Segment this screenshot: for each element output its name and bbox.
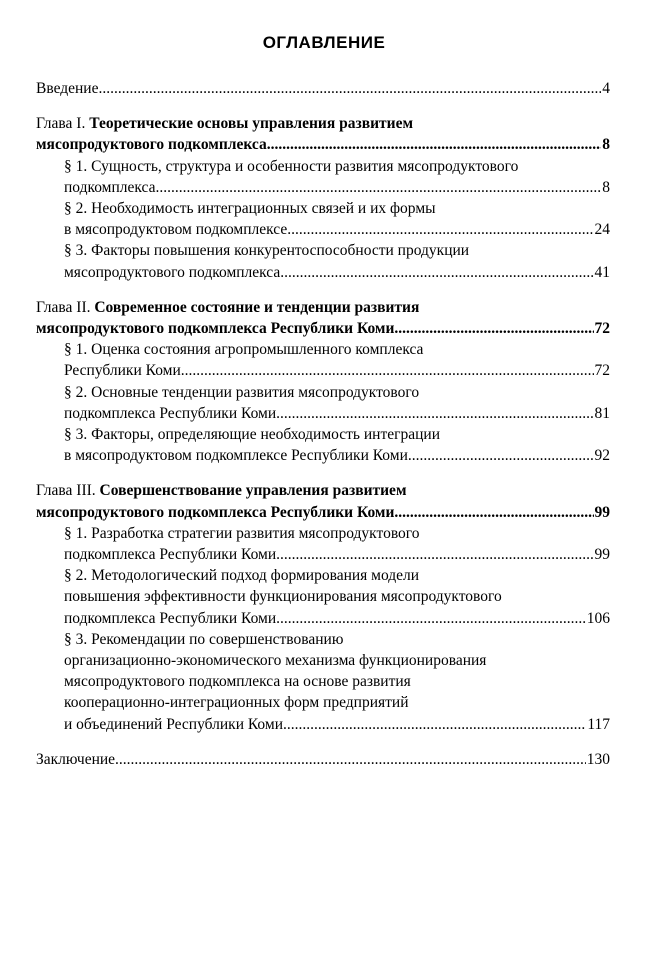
leader-dots xyxy=(276,544,593,565)
section-title: мясопродуктового подкомплекса на основе развития xyxy=(64,673,411,691)
leader-dots xyxy=(267,134,602,155)
page-number: 81 xyxy=(594,404,610,422)
toc-section[interactable] xyxy=(36,198,610,240)
leader-dots xyxy=(98,78,601,99)
leader-dots xyxy=(276,608,586,629)
leader-dots xyxy=(283,714,586,735)
page-title: ОГЛАВЛЕНИЕ xyxy=(262,33,386,52)
chapter-label: Глава III. xyxy=(36,482,96,500)
section-title: и объединений Республики Коми xyxy=(64,715,283,733)
toc-section[interactable] xyxy=(36,156,610,198)
section-title: в мясопродуктовом подкомплексе xyxy=(64,221,288,239)
leader-dots xyxy=(181,360,594,381)
page-number: 99 xyxy=(594,546,610,564)
chapter-title: мясопродуктового подкомплекса Республики Коми xyxy=(36,320,395,338)
page-number: 92 xyxy=(594,447,610,465)
section-title: § 3. Рекомендации по совершенствованию xyxy=(64,630,344,648)
section-title: § 3. Факторы, определяющие необходимость интеграции xyxy=(64,426,440,444)
chapter-heading-line[interactable] xyxy=(36,480,610,501)
section-title: § 2. Необходимость интеграционных связей и их формы xyxy=(64,200,436,218)
chapter-heading-line[interactable] xyxy=(36,134,610,155)
page-number: 130 xyxy=(586,750,610,768)
table-of-contents xyxy=(36,78,610,770)
section-title: подкомплекса Республики Коми xyxy=(64,609,277,627)
leader-dots xyxy=(408,445,594,466)
entry-label: Введение xyxy=(36,80,99,97)
section-title: § 1. Сущность, структура и особенности развития мясопродуктового xyxy=(64,157,519,175)
page-number: 4 xyxy=(602,80,610,97)
section-title: § 1. Разработка стратегии развития мясопродуктового xyxy=(64,524,420,542)
leader-dots xyxy=(276,403,593,424)
section-title: § 1. Оценка состояния агропромышленного комплекса xyxy=(64,341,424,359)
page-number: 117 xyxy=(587,715,610,733)
chapter-heading-line[interactable] xyxy=(36,113,610,134)
section-title: подкомплекса Республики Коми xyxy=(64,404,277,422)
section-title: подкомплекса Республики Коми xyxy=(64,546,277,564)
chapter-title: мясопродуктового подкомплекса xyxy=(36,136,267,154)
section-title: § 3. Факторы повышения конкурентоспособности продукции xyxy=(64,242,470,260)
toc-entry-conclusion[interactable] xyxy=(36,749,610,770)
chapter-heading-line[interactable] xyxy=(36,297,610,318)
page-number: 41 xyxy=(594,263,610,281)
toc-section[interactable] xyxy=(36,523,610,565)
leader-dots xyxy=(115,749,586,770)
leader-dots xyxy=(287,219,593,240)
chapter-heading-line[interactable] xyxy=(36,318,610,339)
page-number: 24 xyxy=(594,221,610,239)
chapter-title: Современное состояние и тенденции развития xyxy=(94,298,420,316)
section-title: Республики Коми xyxy=(64,362,181,380)
entry-label: Заключение xyxy=(36,750,116,768)
chapter-title: мясопродуктового подкомплекса Республики Коми xyxy=(36,503,395,521)
toc-section[interactable] xyxy=(36,382,610,424)
leader-dots xyxy=(394,502,593,523)
leader-dots xyxy=(156,177,602,198)
toc-section[interactable] xyxy=(36,629,610,735)
toc-section[interactable] xyxy=(36,240,610,282)
page-number: 8 xyxy=(602,178,610,196)
page-number: 106 xyxy=(586,609,610,627)
section-title: в мясопродуктовом подкомплексе Республики Коми xyxy=(64,447,408,465)
page-number: 72 xyxy=(594,362,610,380)
section-title: § 2. Методологический подход формирования модели xyxy=(64,567,420,585)
toc-entry-introduction[interactable] xyxy=(36,78,610,99)
section-title: мясопродуктового подкомплекса xyxy=(64,263,281,281)
page-number: 99 xyxy=(594,503,610,521)
section-title: повышения эффективности функционирования мясопродуктового xyxy=(64,588,502,606)
chapter-label: Глава II. xyxy=(36,298,91,316)
toc-section[interactable] xyxy=(36,424,610,466)
toc-chapter-2 xyxy=(36,297,610,467)
section-title: подкомплекса xyxy=(64,178,156,196)
chapter-heading-line[interactable] xyxy=(36,502,610,523)
chapter-title: Теоретические основы управления развитием xyxy=(89,115,414,133)
section-title: организационно-экономического механизма функционирования xyxy=(64,652,487,670)
leader-dots xyxy=(280,262,593,283)
page-number: 8 xyxy=(602,136,610,154)
toc-chapter-3 xyxy=(36,480,610,734)
toc-section[interactable] xyxy=(36,565,610,629)
section-title: § 2. Основные тенденции развития мясопродуктового xyxy=(64,383,420,401)
toc-section[interactable] xyxy=(36,339,610,381)
chapter-label: Глава I. xyxy=(36,115,86,133)
section-title: кооперационно-интеграционных форм предприятий xyxy=(64,694,409,712)
page-number: 72 xyxy=(594,320,610,338)
chapter-title: Совершенствование управления развитием xyxy=(99,482,407,500)
leader-dots xyxy=(394,318,593,339)
toc-chapter-1 xyxy=(36,113,610,283)
